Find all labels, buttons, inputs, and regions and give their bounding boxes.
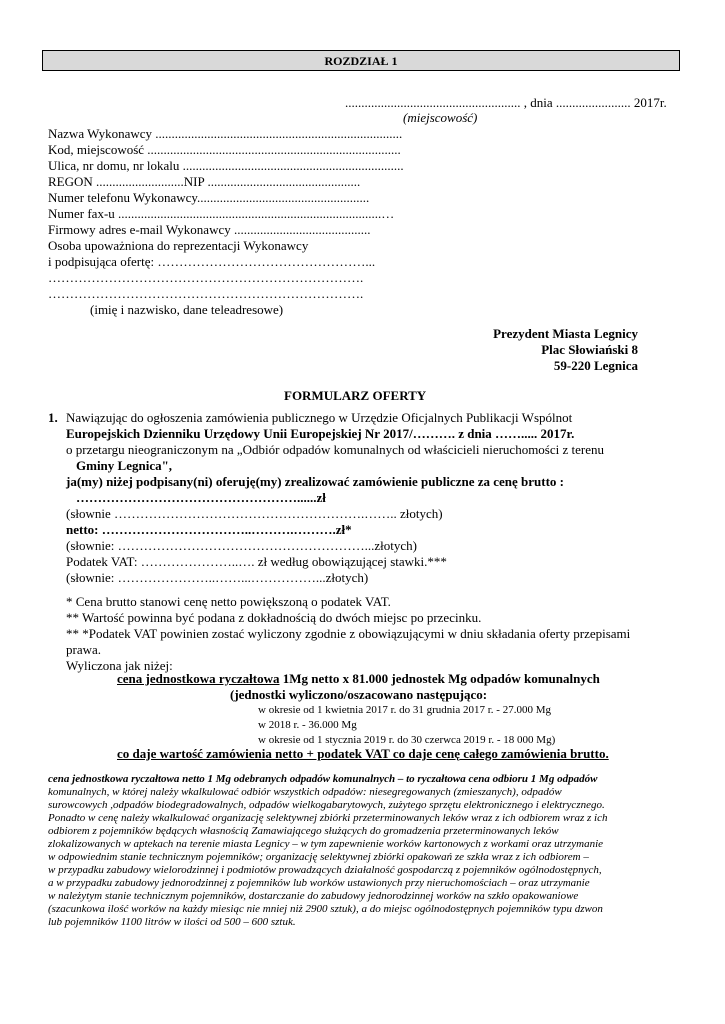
form-title: FORMULARZ OFERTY — [284, 388, 427, 403]
contractor-rep-line: Osoba upoważniona do reprezentacji Wykonawcy — [48, 238, 309, 253]
contractor-regon-line: REGON ...........................NIP ............................................... — [48, 174, 361, 189]
desc-line-2: komunalnych, w której należy wkalkulować odbiór wszystkich odpadów: niesegregowanych (zmieszanych), odpadów — [48, 786, 562, 798]
contractor-block — [48, 126, 404, 318]
place-label: (miejscowość) — [403, 110, 478, 125]
formula-line-1 — [117, 671, 600, 687]
note-decimals: ** Wartość powinna być podana z dokładnością do dwóch miejsc po przecinku. — [66, 610, 482, 625]
formula-line-1-rest: 1Mg netto x 81.000 jednostek Mg odpadów komunalnych — [279, 671, 600, 686]
price-intro: ja(my) niżej podpisany(ni) oferuję(my) zrealizować zamówienie publiczne za cenę brutto : — [66, 474, 564, 489]
net-words-line: (słownie: …………………………………………………...złotych) — [66, 538, 417, 553]
date-line: ...................................................... , dnia ....................... 2017r. — [345, 95, 667, 110]
note-gross: * Cena brutto stanowi cenę netto powiększoną o podatek VAT. — [66, 594, 391, 609]
offer-intro-3: o przetargu nieograniczonym na „Odbiór odpadów komunalnych od właścicieli nieruchomości z terenu — [66, 442, 605, 457]
desc-line-4: Ponadto w cenę należy wkalkulować organizację selektywnej zbiórki przeterminowanych leków wraz z ich odbiorem wraz z ich — [48, 812, 608, 824]
desc-line-6: zlokalizowanych w aptekach na terenie miasta Legnicy – w tym zapewnienie worków kartonowych z workami oraz utrzymanie — [48, 838, 604, 850]
period-2018: w 2018 r. - 36.000 Mg — [258, 719, 357, 731]
offer-intro-1: Nawiązując do ogłoszenia zamówienia publicznego w Urzędzie Oficjalnych Publikacji Wspólnot — [66, 410, 573, 425]
recipient-line-3: 59-220 Legnica — [553, 358, 638, 373]
recipient-line-2: Plac Słowiański 8 — [541, 342, 638, 357]
contractor-signer-line: i podpisująca ofertę: …………………………………………... — [48, 254, 376, 269]
contractor-email-line: Firmowy adres e-mail Wykonawcy .......................................... — [48, 222, 371, 237]
contractor-city-line: Kod, miejscowość .............................................................................. — [48, 142, 401, 157]
vat-line: Podatek VAT: …………………..…. zł według obowiązującej stawki.*** — [66, 554, 447, 569]
desc-line-5: odbiorem z pojemników będących własnością Zamawiającego służących do gromadzenia przeterminowanych leków — [48, 825, 559, 837]
desc-line-12: lub pojemników 1100 litrów w ilości od 500 – 600 sztuk. — [48, 916, 296, 928]
offer-section — [66, 410, 604, 586]
calc-intro: Wyliczona jak niżej: — [66, 658, 173, 673]
gross-price-line: ……………………………………………......zł — [76, 490, 326, 505]
desc-line-11: (szacunkowa ilość worków na każdy miesiąc nie mniej niż 2900 sztuk), a do miejsc ogólnodostępnych pojemników typu dzwon — [48, 903, 603, 915]
note-vat: ** *Podatek VAT powinien zostać wyliczony zgodnie z obowiązującymi w dniu składania oferty przepisami — [66, 626, 631, 641]
desc-line-10: w należytym stanie technicznym pojemników, dostarczanie do zabudowy jednorodzinnej worków na szkło opakowaniowe — [48, 890, 579, 902]
recipient-line-1: Prezydent Miasta Legnicy — [493, 326, 638, 341]
desc-line-3: surowcowych ,odpadów biodegradowalnych, odpadów wielkogabarytowych, zużytego sprzętu elektronicznego i elektrycznego. — [48, 799, 605, 811]
recipient-block — [380, 326, 638, 374]
contractor-caption: (imię i nazwisko, dane teleadresowe) — [90, 302, 284, 317]
contractor-fax-line: Numer fax-u .................................................................................… — [48, 206, 395, 221]
period-2017: w okresie od 1 kwietnia 2017 r. do 31 grudnia 2017 r. - 27.000 Mg — [258, 704, 551, 716]
contractor-dots-line-1: ………………………………………………………………. — [48, 270, 364, 285]
contractor-phone-line: Numer telefonu Wykonawcy..................................................... — [48, 190, 370, 205]
desc-line-9: a w przypadku zabudowy jednorodzinnej z pojemników lub worków ustawionych przy nieruchomościach – oraz utrzymanie — [48, 877, 590, 889]
section-number: 1. — [48, 410, 58, 425]
desc-line-7: w odpowiednim stanie technicznym pojemników; organizację selektywnej zbiórki opakowań ze szkła wraz z ich odbiorem – — [48, 851, 589, 863]
contractor-dots-line-2: ………………………………………………………………. — [48, 286, 364, 301]
note-vat-cont: prawa. — [66, 642, 102, 657]
contractor-name-line: Nazwa Wykonawcy ............................................................................ — [48, 126, 403, 141]
formula-line-2: (jednostki wyliczono/oszacowano następująco: — [230, 687, 488, 702]
formula-result: co daje wartość zamówienia netto + podatek VAT co daje cenę całego zamówienia brutto. — [117, 746, 609, 761]
chapter-header: ROZDZIAŁ 1 — [42, 50, 680, 71]
gross-words-line: (słownie ………………………………………………….…….. złotych) — [66, 506, 443, 521]
notes-block — [66, 594, 630, 674]
desc-line-1: cena jednostkowa ryczałtowa netto 1 Mg odebranych odpadów komunalnych – to ryczałtowa cena odbioru 1 Mg odpadów — [48, 773, 598, 785]
offer-intro-2: Europejskich Dzienniku Urzędowy Unii Europejskiej Nr 2017/………. z dnia ……..... 2017r. — [66, 426, 575, 441]
offer-intro-4: Gminy Legnica", — [76, 458, 173, 473]
unit-price-label: cena jednostkowa ryczałtowa — [117, 671, 280, 686]
contractor-street-line: Ulica, nr domu, nr lokalu .................................................................... — [48, 158, 404, 173]
period-2019: w okresie od 1 stycznia 2019 r. do 30 czerwca 2019 r. - 18 000 Mg) — [258, 734, 556, 746]
net-price-line: netto: ……………………………..……….……….zł* — [66, 522, 352, 537]
desc-line-8: w przypadku zabudowy wielorodzinnej i podmiotów prowadzących działalność gospodarczą z pojemników ogólnodostępnych, — [48, 864, 602, 876]
description-block — [48, 773, 676, 929]
vat-words-line: (słownie: …………………..……...……………...złotych) — [66, 570, 369, 585]
